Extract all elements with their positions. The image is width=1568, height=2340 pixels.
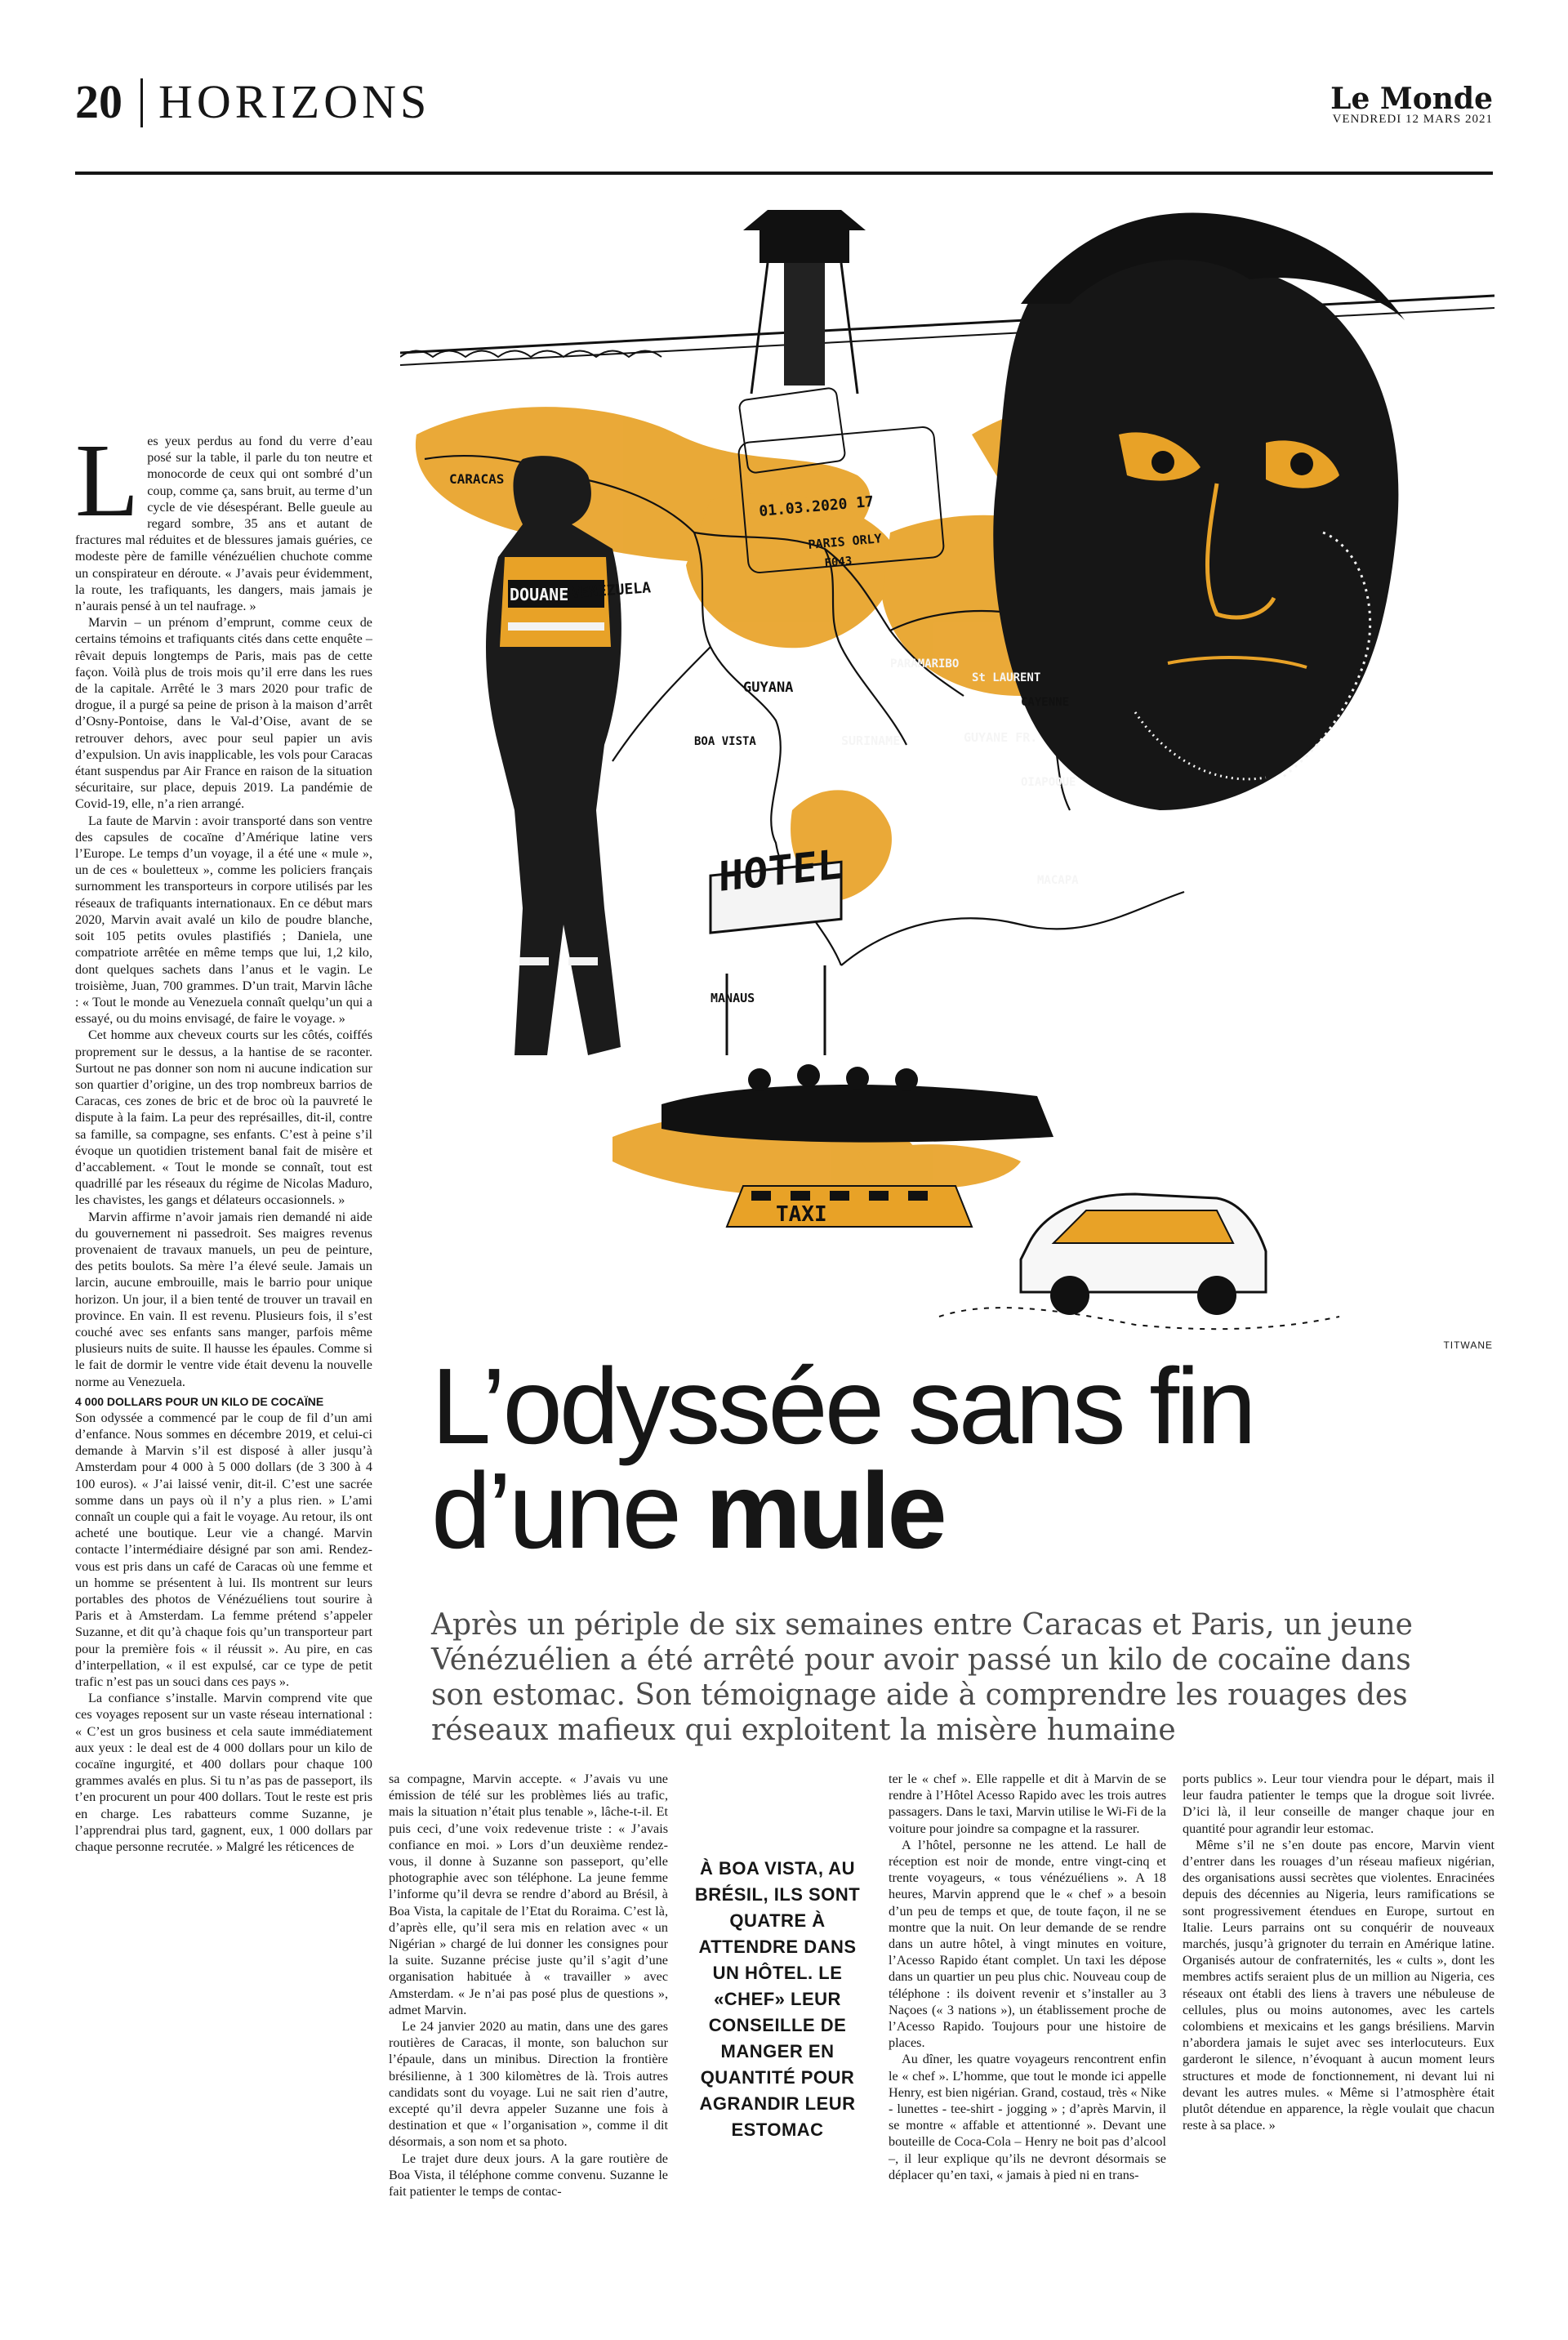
newspaper-logo: Le Monde — [1330, 82, 1493, 116]
article-paragraph: sa compagne, Marvin accepte. « J’avais vu une émission de télé sur les problèmes liés au trafic, mais la situation n’était plus tenable », lâche-t-il. Et puis ceci, d’une voix redevenue triste : « J’avais confiance en moi. » Lors d’un deuxième rendez-vous, il donne à Suzanne son passeport, qu’elle photographie avec son téléphone. La jeune femme l’informe qu’il devra se rendre d’abord au Brésil, à Boa Vista, la capitale de l’Etat du Roraima. C’est là, d’après elle, qu’il sera mis en relation avec « un Nigérian » chargé de lui donner les consignes pour la suite. Suzanne précise juste qu’il s’agit d’une organisation habituée à « travailler » avec Amsterdam. « Je n’ai pas posé plus de questions », admet Marvin. — [389, 1772, 668, 2017]
article-paragraph: Même s’il ne s’en doute pas encore, Marvin vient d’entrer dans les rouages d’un réseau mafieux nigérian, des organisations aussi secrètes que violentes. Enracinées depuis des décennies au Nigeria, leurs ramifications se sont progressivement étendues en Europe, surtout en Italie. Leurs parrains ont su conquérir de nouveaux marchés, jusqu’à grignoter du terrain en Amérique latine. Organisés autour de confraternités, les « cults », dont les membres actifs seraient plus de un million au Nigeria, ces réseaux ont établi des liens à travers une nébuleuse de cellules, plus ou moins autonomes, avec les cartels colombiens et mexicains et les gangs brésiliens. Marvin n’abordera jamais le sujet avec ses interlocuteurs. Eux garderont le silence, n’évoquant à aucun moment leurs structures et mode de fonctionnement, ni devant lui ni devant les autres mules. « Même si l’atmosphère était plutôt détendue en apparence, la règle voulait que chacun reste à sa place. » — [1183, 1837, 1494, 2133]
article-paragraph: Au dîner, les quatre voyageurs rencontrent enfin le « chef ». L’homme, que tout le monde ici appelle Henry, est bien nigérian. Grand, costaud, très « Nike - lunettes - tee-shirt - jogging » ; d’après Marvin, il se montre « affable et attentionné ». Devant une bouteille de Coca-Cola – Henry ne boit pas d’alcool –, il leur explique qu’ils ne devront désormais se déplacer qu’en taxi, « jamais à pied ni en trans- — [889, 2052, 1166, 2182]
page-number: 20 — [75, 75, 122, 128]
label-guyane: GUYANE FR. — [964, 730, 1038, 745]
label-boa-vista: BOA VISTA — [694, 735, 756, 748]
headline — [431, 1346, 1493, 1571]
section-title: HORIZONS — [158, 75, 431, 128]
taxi-sign — [727, 1186, 972, 1227]
stamp-date: 01.03.2020 17 — [758, 493, 875, 520]
label-paramaribo: PARAMARIBO — [890, 657, 960, 671]
label-macapa: MACAPA — [1037, 874, 1079, 887]
label-caracas: CARACAS — [449, 471, 505, 487]
customs-officer — [486, 456, 621, 1055]
boat-crowd — [662, 1064, 1054, 1143]
label-st-laurent: St LAURENT — [972, 671, 1041, 684]
article-paragraph: La confiance s’installe. Marvin comprend vite que ces voyages reposent sur un vaste réseau international : « C’est un gros business et cela saute immédiatement aux yeux : le deal est de 4 000 dollars pour un kilo de cocaïne ingurgité, et 400 dollars pour chaque 100 grammes avalés en plus. Si tu n’as pas de passeport, ils t’en procurent un pour 400 dollars. Tout le reste est pris en charge. Les rabatteurs comme Suzanne, je l’apprendrai plus tard, gagnent, eux, 1 000 dollars par chaque personne recrutée. » Malgré les réticences de — [75, 1691, 372, 1855]
headline-line1: L’odyssée sans fin — [431, 1346, 1254, 1466]
article-subhead: 4 000 DOLLARS POUR UN KILO DE COCAÏNE — [75, 1394, 324, 1408]
article-paragraph: Le trajet dure deux jours. A la gare routière de Boa Vista, il téléphone comme convenu. Suzanne le fait patienter le temps de contac- — [389, 2151, 668, 2200]
article-paragraph: Les yeux perdus au fond du verre d’eau posé sur la table, il parle du ton neutre et monocorde de ceux qui ont sombré d’un coup, comme ça, sans bruit, au terme d’un cycle de vie désespérant. Belle gueule au regard sombre, 35 ans et autant de fractures mal réduites et de blessures jamais guéries, ce modeste père de famille vénézuélien chuchote comme un conspirateur en déroute. « J’avais peur évidemment, la route, les trafiquants, les dangers, mais jamais je n’aurais pensé à un tel naufrage. » — [75, 422, 372, 614]
illustration-credit: TITWANE — [1443, 1339, 1493, 1351]
article-column-1 — [75, 422, 372, 1855]
drop-cap: L — [75, 422, 140, 538]
article-column-3 — [889, 1771, 1166, 2183]
label-douane: DOUANE — [510, 585, 569, 604]
article-paragraph: ter le « chef ». Elle rappelle et dit à Marvin de se rendre à l’Hôtel Acesso Rapido avec les trois autres passagers. Dans le taxi, Marvin utilise le Wi-Fi de la voiture pour joindre sa compagne et la rassurer. — [889, 1772, 1166, 1836]
stamp-place: PARIS ORLY — [807, 531, 883, 552]
article-column-2 — [389, 1771, 668, 2200]
article-paragraph: Marvin affirme n’avoir jamais rien demandé ni aide du gouvernement ni passedroit. Ses maigres revenus provenaient de travaux manuels, un peu de peinture, des petits boulots. Sa mère l’a élevé seule. Jamais un larcin, aucune embrouille, mais le barrio pour unique horizon. Un jour, il a bien tenté de trouver un travail en province. En vain. Il est revenu. Plusieurs fois, il s’est couché avec ses enfants sans manger, parfois même plusieurs nuits de suite. Il hausse les épaules. Comme si le fait de dormir le ventre vide était devenu la nouvelle norme au Venezuela. — [75, 1209, 372, 1389]
article-paragraph: Le 24 janvier 2020 au matin, dans une des gares routières de Caracas, il monte, son baluchon sur l’épaule, dans un minibus. Direction la frontière brésilienne, à 1 300 kilomètres de là. Trois autres candidats sont du voyage. Lui ne sait rien d’autre, excepté qu’il devra appeler Suzanne une fois à destination et que « l’organisation », comme il dit désormais, a son nom et sa photo. — [389, 2019, 668, 2150]
article-paragraph: Son odyssée a commencé par le coup de fil d’un ami d’enfance. Nous sommes en décembre 2019, et celui-ci demande à Marvin s’il est disposé à aller jusqu’à Amsterdam pour 4 000 à 5 000 dollars (de 3 300 à 4 100 euros). « J’ai laissé venir, dit-il. C’est une sacrée somme dans un pays où il n’y a plus rien. » L’ami connaît un couple qui a fait le voyage. Au retour, ils ont acheté une boutique. Leur vie a changé. Marvin contacte l’intermédiaire désigné par son ami. Rendez-vous est pris dans un café de Caracas où une femme et un homme se présentent à lui. Ils montrent sur leurs portables des photos de Vénézuéliens tout sourire à Paris et à Amsterdam. La femme prétend s’appeler Suzanne, et dit qu’à chaque fois qu’un transporteur part pour la première fois « il réussit ». Au pire, en cas d’interpellation, « il est expulsé, car ce type de petit trafic n’est pas un souci dans ces pays ». — [75, 1410, 372, 1690]
illustration — [400, 189, 1494, 1333]
article-paragraph: La faute de Marvin : avoir transporté dans son ventre des capsules de cocaïne d’Amérique latine vers l’Europe. Le temps d’un voyage, il a été une « mule », un de ces « bouletteux », comme les policiers français surnomment les transporteurs in corpore utilisés par les réseaux de trafiquants internationaux. En ce début mars 2020, Marvin avait avalé un kilo de poudre blanche, soit 105 petits ovules plastifiés ; Daniela, une compatriote arrêtée en même temps que lui, 1,2 kilo, dont quelques sachets dans l’anus et le vagin. Le troisième, Juan, 700 grammes. D’un trait, Marvin lâche : « Tout le monde au Venezuela connaît quelqu’un qui a essayé, ou du moins envisagé, de faire le voyage. » — [75, 813, 372, 1027]
label-venezuela: VENEZUELA — [570, 579, 652, 602]
label-manaus: MANAUS — [710, 991, 755, 1005]
taxi-van — [939, 1194, 1339, 1329]
label-taxi: TAXI — [776, 1202, 827, 1227]
headline-line2-regular: d’une — [431, 1451, 706, 1571]
lede: Après un périple de six semaines entre Caracas et Paris, un jeune Vénézuélien a été arrêté pour avoir passé un kilo de cocaïne dans son estomac. Son témoignage aide à comprendre les rouages des réseaux mafieux qui exploitent la misère humaine — [431, 1608, 1413, 1747]
article-paragraph: Cet homme aux cheveux courts sur les côtés, coiffés proprement sur le dessus, a la hantise de se raconter. Surtout ne pas donner son nom ni aucune indication sur son quartier d’origine, un des trop nombreux barrios de Caracas, ces zones de bric et de broc où la pauvreté le dispute à la faim. La peur des représailles, dit-il, contre sa famille, sa compagne, ses enfants. C’est à peine s’il évoque un quotidien tristement banal fait de misère et d’accablement. « Tout le monde se connaît, tout est quadrillé par les réseaux du régime de Nicolas Maduro, les chavistes, les gangs et délateurs occasionnels. » — [75, 1027, 372, 1208]
label-guyana: GUYANA — [743, 680, 794, 696]
label-cayenne: CAYENNE — [1021, 696, 1070, 709]
pull-quote: À BOA VISTA, AU BRÉSIL, ILS SONT QUATRE À ATTENDRE DANS UN HÔTEL. LE «CHEF» LEUR CONSEILLE DE MANGER EN QUANTITÉ POUR AGRANDIR LEUR ESTOMAC — [694, 1858, 861, 2140]
label-oiapoque: OIAPOQUE — [1021, 776, 1076, 789]
stamp-code: F043 — [823, 555, 853, 570]
headline-line2-bold: mule — [705, 1451, 944, 1571]
label-hotel: HOTEL — [719, 840, 842, 901]
article-paragraph: A l’hôtel, personne ne les attend. Le hall de réception est noir de monde, entre vingt-cinq et trente voyageurs, « tous vénézuéliens ». A 18 heures, Marvin apprend que le « chef » a besoin d’un peu de temps et que, de toute façon, il ne se montre que la nuit. On leur demande de se rendre dans un autre hôtel, à vingt minutes en voiture, l’Acesso Rapido étant complet. Un taxi les dépose dans un quartier un peu plus chic. Nouveau coup de téléphone : ils doivent revenir et s’installer au 3 Naçoes (« 3 nations »), un établissement proche de l’Acesso Rapido. Toujours pour une histoire de places. — [889, 1837, 1166, 2051]
label-suriname: SURINAME — [841, 733, 901, 748]
article-paragraph: ports publics ». Leur tour viendra pour le départ, mais il leur faudra patienter le temps que la drogue soit livrée. D’ici là, il leur conseille de manger chaque jour en quantité pour agrandir leur estomac. — [1183, 1772, 1494, 1836]
article-column-4 — [1183, 1771, 1494, 2133]
header-separator — [140, 78, 143, 127]
article-paragraph: Marvin – un prénom d’emprunt, comme ceux de certains témoins et trafiquants cités dans cette enquête – rêvait depuis longtemps de Paris, mais pas de cette façon. Voilà plus de trois mois qu’il erre dans les rues de la capitale. Arrêté le 3 mars 2020 pour trafic de drogue, il a purgé sa peine de prison à la maison d’arrêt d’Osny-Pontoise, dans le Val-d’Oise, avant de se retrouver dehors, avec pour seul papier un avis d’expulsion. Un avis inapplicable, les vols pour Caracas étant suspendus par Air France en raison de la situation sécuritaire, sur place, depuis 2019. La pandémie de Covid-19, elle, n’a rien arrangé. — [75, 615, 372, 812]
issue-date: VENDREDI 12 MARS 2021 — [1332, 113, 1493, 126]
header-rule — [75, 172, 1493, 175]
